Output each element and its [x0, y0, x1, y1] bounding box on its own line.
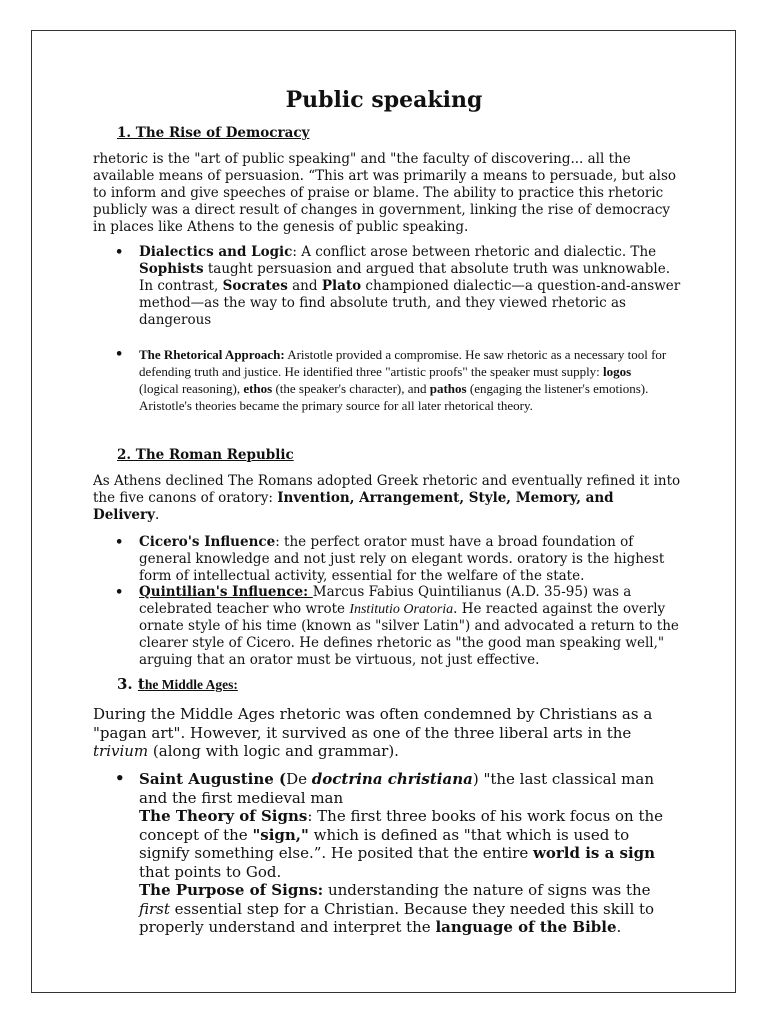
- page-title: Public speaking: [285, 87, 483, 113]
- section-heading-democracy: 1. The Rise of Democracy: [117, 125, 310, 141]
- bullet-icon: •: [115, 535, 124, 550]
- bullet-icon: •: [115, 245, 124, 260]
- purpose-of-signs: The Purpose of Signs: understanding the nature of signs was the first essential step for a Christian. Because they needed this skill to properly understand and interpret the language of the Bible.: [139, 881, 655, 936]
- section-heading-roman-republic: 2. The Roman Republic: [117, 447, 294, 463]
- bullet-augustine: [139, 770, 684, 937]
- augustine-intro: Saint Augustine (De doctrina christiana) "the last classical man and the first medieval man: [139, 770, 654, 807]
- bullet-icon: •: [115, 347, 124, 362]
- bullet-quintilian: Quintilian's Influence: Marcus Fabius Quintilianus (A.D. 35-95) was a celebrated teacher who wrote Institutio Oratoria. He reacted against the overly ornate style of his time (known as "silver Latin") and advocated a return to the clearer style of Cicero. He defines rhetoric as "the good man speaking well," arguing that an orator must be virtuous, not just effective.: [139, 584, 679, 668]
- section-2-intro: As Athens declined The Romans adopted Greek rhetoric and eventually refined it into the five canons of oratory: Invention, Arrangement, Style, Memory, and Delivery.: [93, 473, 681, 523]
- bullet-cicero: Cicero's Influence: the perfect orator must have a broad foundation of general knowledge and not just rely on elegant words. oratory is the highest form of intellectual activity, essential for the welfare of the state.: [139, 534, 665, 584]
- bullet-dialectics: Dialectics and Logic: A conflict arose between rhetoric and dialectic. The Sophists taught persuasion and argued that absolute truth was unknowable. In contrast, Socrates and Plato championed dialectic—a question-and-answer method—as the way to find absolute truth, and they viewed rhetoric as dangerous: [139, 244, 681, 328]
- bullet-icon: •: [115, 585, 124, 600]
- bullet-rhetorical-approach: The Rhetorical Approach: Aristotle provided a compromise. He saw rhetoric as a necessary tool for defending truth and justice. He identified three "artistic proofs" the speaker must supply: logos (logical reasoning), ethos (the speaker's character), and pathos (engaging the listener's emotions). Aristotle's theories became the primary source for all later rhetorical theory.: [139, 347, 667, 413]
- bullet-icon: •: [115, 769, 125, 787]
- section-heading-middle-ages: 3. the Middle Ages:: [117, 675, 238, 693]
- section-1-intro: rhetoric is the "art of public speaking" and "the faculty of discovering... all the available means of persuasion. “This art was primarily a means to persuade, but also to inform and give speeches of praise or blame. The ability to practice this rhetoric publicly was a direct result of changes in government, linking the rise of democracy in places like Athens to the genesis of public speaking.: [93, 151, 677, 235]
- section-3-intro: During the Middle Ages rhetoric was often condemned by Christians as a "pagan art". However, it survived as one of the three liberal arts in the trivium (along with logic and grammar).: [93, 705, 653, 760]
- theory-of-signs: The Theory of Signs: The first three books of his work focus on the concept of the "sign," which is defined as "that which is used to signify something else.”. He posited that the entire world is a sign that points to God.: [139, 807, 664, 881]
